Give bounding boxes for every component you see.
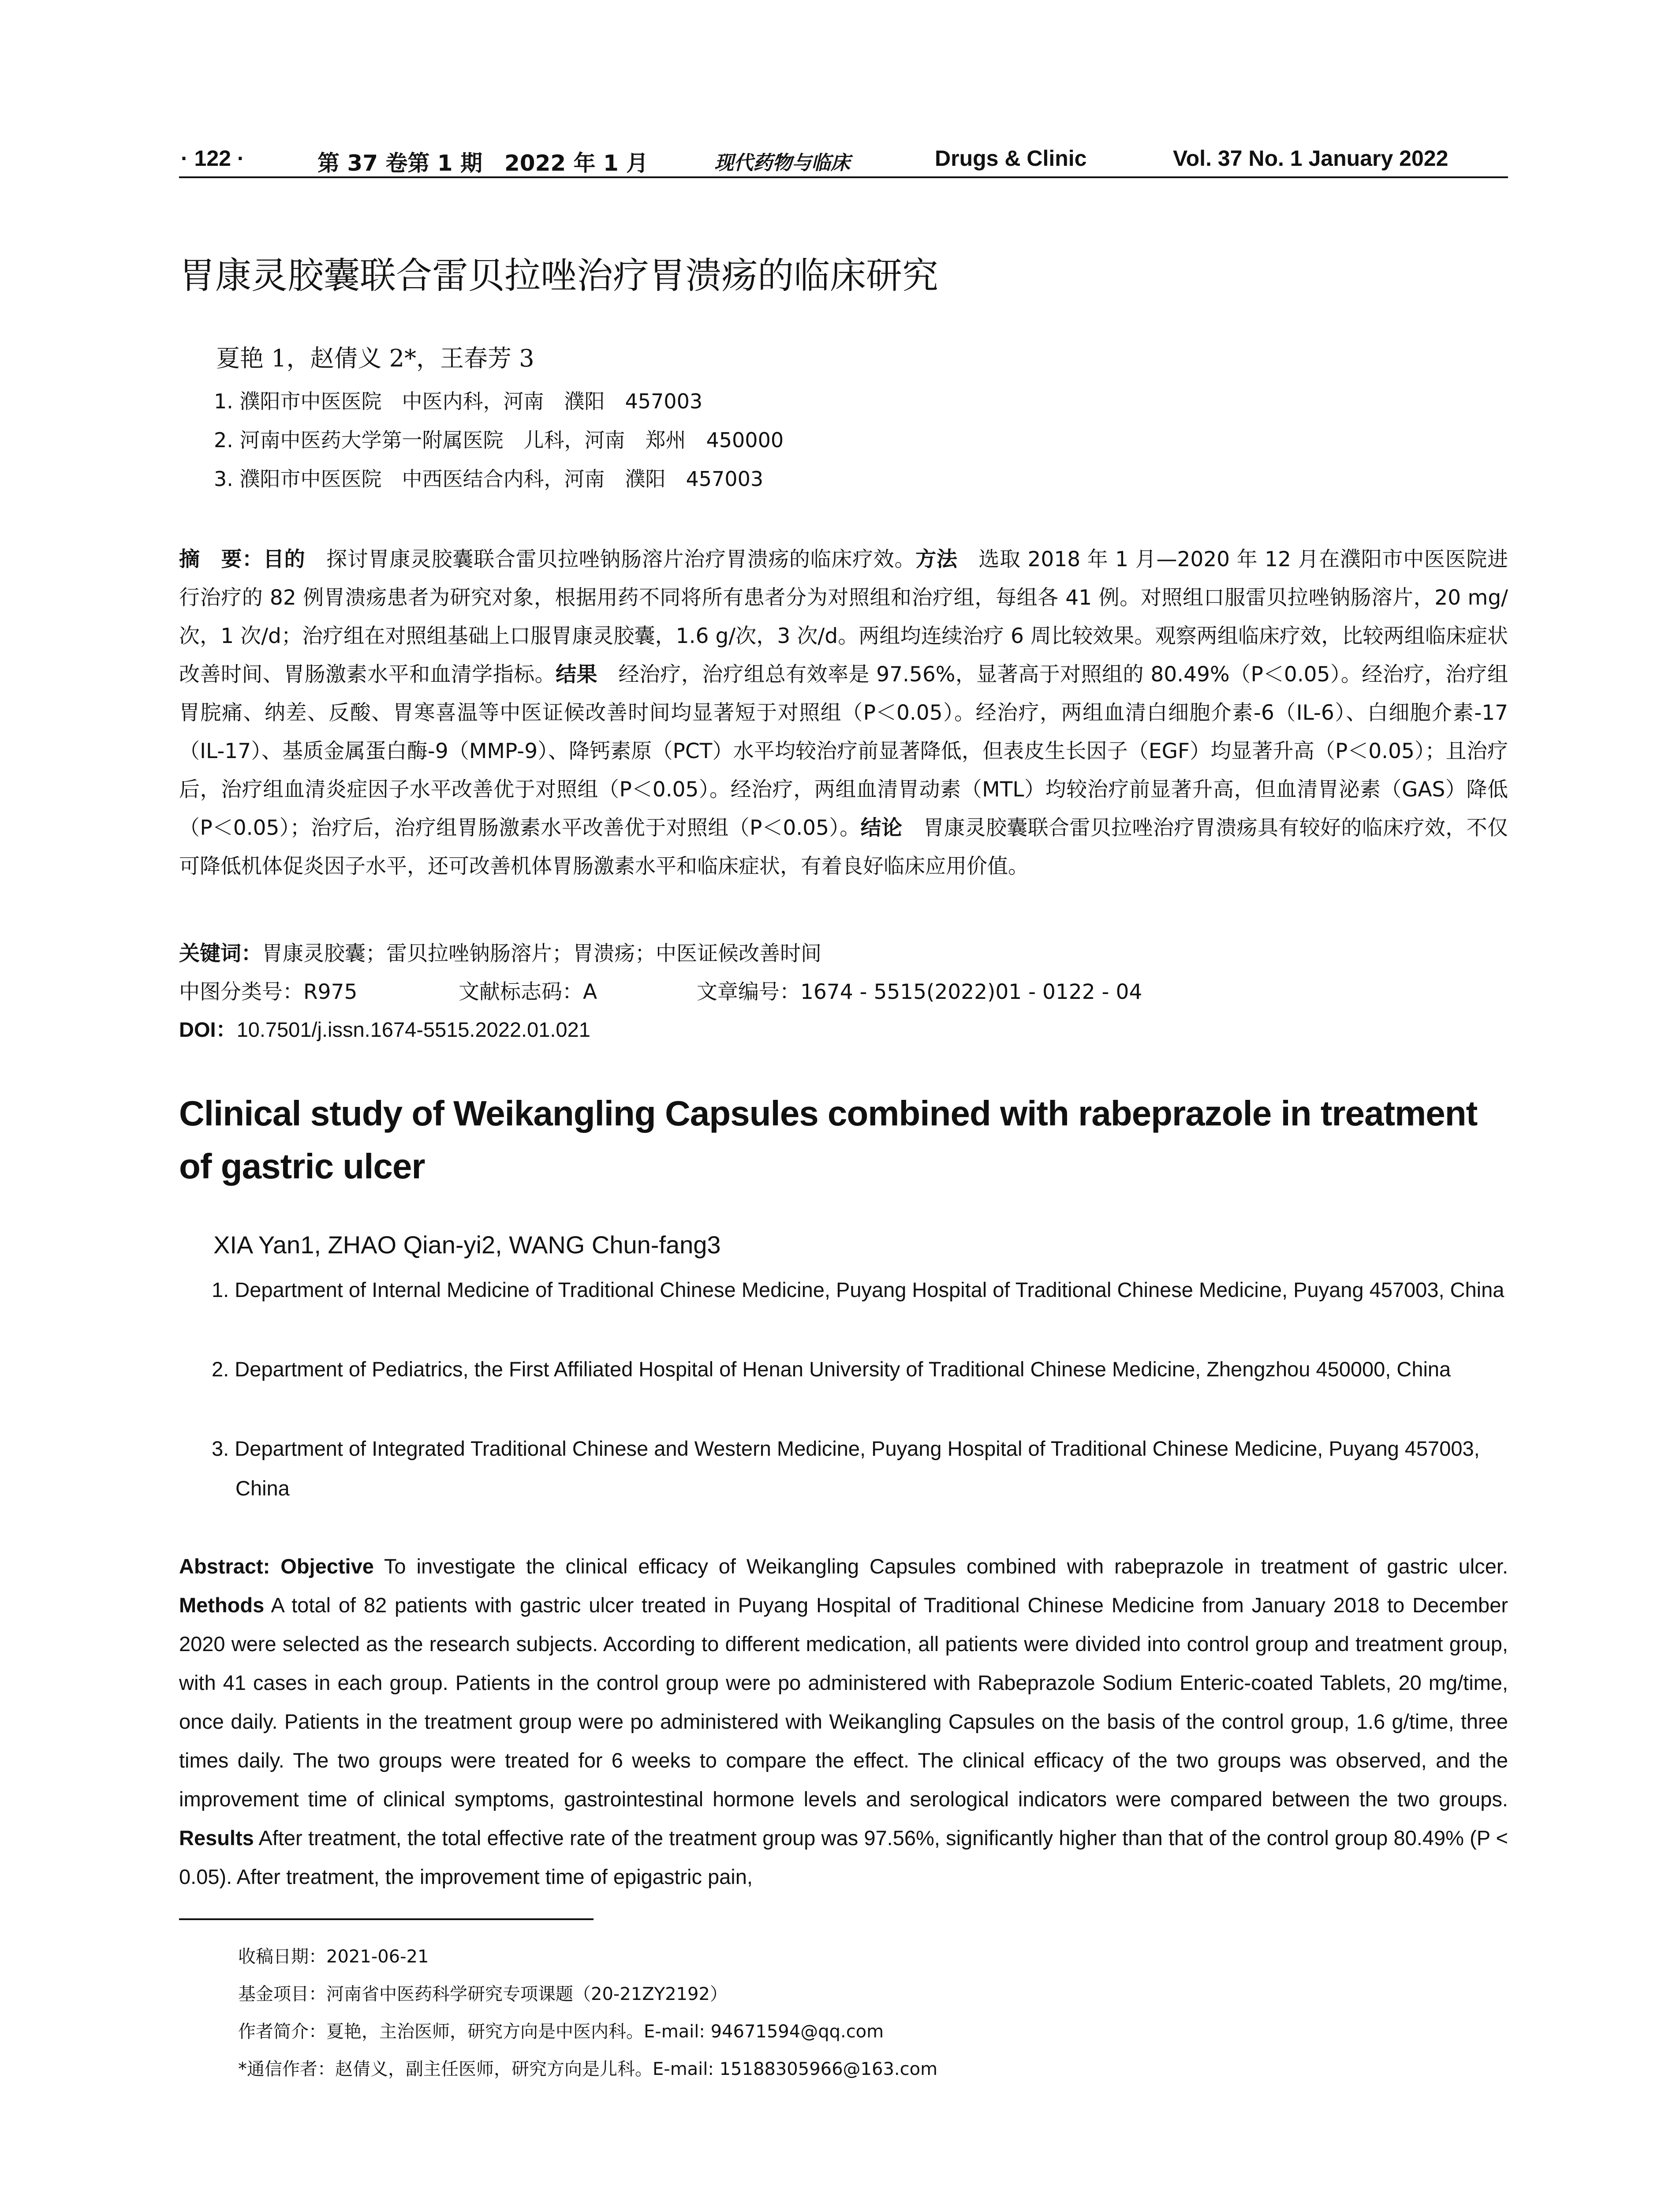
footnote-rule: [179, 1918, 594, 1920]
abstract-zh-objective-label: 目的: [263, 547, 306, 572]
footnote-funding: 基金项目：河南省中医药科学研究专项课题（20-21ZY2192）: [238, 1984, 728, 2004]
abstract-en-objective-label: Objective: [280, 1555, 374, 1578]
abstract-zh-conclusion-label: 结论: [860, 816, 903, 840]
header-journal-en: Drugs & Clinic: [935, 146, 1087, 171]
abstract-zh-results-label: 结果: [556, 662, 598, 687]
abstract-zh-methods: 选取 2018 年 1 月—2020 年 12 月在濮阳市中医医院进行治疗的 82 例胃溃疡患者为研究对象，根据用药不同将所有患者分为对照组和治疗组，每组各 41 例。对照组口服雷贝拉唑钠肠溶片，20 mg/次，1 次/d；治疗组在对照组基础上口服胃康灵胶囊，1.6 g/次，3 次/d。两组均连续治疗 6 周比较效果。观察两组临床疗效，比较两组临床症状改善时间、胃肠激素水平和血清学指标。: [179, 547, 1508, 687]
header-page-number: · 122 ·: [181, 146, 245, 171]
abstract-en: [179, 1547, 1508, 1896]
article-title-zh: 胃康灵胶囊联合雷贝拉唑治疗胃溃疡的临床研究: [179, 255, 939, 297]
abstract-en-methods: A total of 82 patients with gastric ulcer treated in Puyang Hospital of Traditional Chinese Medicine from January 2018 to December 2020 were selected as the research subjects. According to different medication, all patients were divided into control group and treatment group, with 41 cases in each group. Patients in the control group were po administered with Rabeprazole Sodium Enteric-coated Tablets, 20 mg/time, once daily. Patients in the treatment group were po administered with Weikangling Capsules on the basis of the control group, 1.6 g/time, three times daily. The two groups were treated for 6 weeks to compare the effect. The clinical efficacy of the two groups was observed, and the improvement time of clinical symptoms, gastrointestinal hormone levels and serological indicators were compared between the two groups.: [179, 1593, 1508, 1811]
affiliation-zh-1: 1. 濮阳市中医医院 中医内科，河南 濮阳 457003: [214, 389, 703, 413]
keywords-zh: [179, 937, 821, 967]
clc-number: 中图分类号：R975: [179, 980, 358, 1004]
abstract-zh-methods-label: 方法: [915, 547, 958, 572]
doi-value: 10.7501/j.issn.1674-5515.2022.01.021: [236, 1018, 590, 1041]
abstract-en-methods-label: Methods: [179, 1593, 265, 1617]
doi-label: DOI：: [179, 1018, 237, 1041]
abstract-en-label: Abstract:: [179, 1555, 270, 1578]
header-journal-zh: 现代药物与临床: [714, 152, 850, 174]
header-rule: [179, 176, 1508, 178]
footnote-received: 收稿日期：2021-06-21: [238, 1947, 429, 1967]
abstract-en-objective: To investigate the clinical efficacy of Weikangling Capsules combined with rabeprazole in treatment of gastric ulcer.: [373, 1555, 1508, 1578]
abstract-zh-results: 经治疗，治疗组总有效率是 97.56%，显著高于对照组的 80.49%（P＜0.05）。经治疗，治疗组胃脘痛、纳差、反酸、胃寒喜温等中医证候改善时间均显著短于对照组（P＜0.05）。经治疗，两组血清白细胞介素-6（IL-6）、白细胞介素-17（IL-17）、基质金属蛋白酶-9（MMP-9）、降钙素原（PCT）水平均较治疗前显著降低，但表皮生长因子（EGF）均显著升高（P＜0.05）；且治疗后，治疗组血清炎症因子水平改善优于对照组（P＜0.05）。经治疗，两组血清胃动素（MTL）均较治疗前显著升高，但血清胃泌素（GAS）降低（P＜0.05）；治疗后，治疗组胃肠激素水平改善优于对照组（P＜0.05）。: [179, 662, 1508, 840]
affiliation-zh-2: 2. 河南中医药大学第一附属医院 儿科，河南 郑州 450000: [214, 428, 784, 452]
article-number: 文章编号：1674 - 5515(2022)01 - 0122 - 04: [697, 980, 1142, 1004]
abstract-en-results: After treatment, the total effective rate of the treatment group was 97.56%, significantly higher than that of the control group 80.49% (P < 0.05). After treatment, the improvement time of epigastric pain,: [179, 1826, 1508, 1888]
abstract-en-results-label: Results: [179, 1826, 254, 1850]
affiliation-en-2: 2. Department of Pediatrics, the First Affiliated Hospital of Henan University of Traditional Chinese Medicine, Zhengzhou 450000, China: [212, 1357, 1451, 1381]
affiliation-zh-3: 3. 濮阳市中医医院 中西医结合内科，河南 濮阳 457003: [214, 467, 764, 491]
footnote-corresponding-author: *通信作者：赵倩义，副主任医师，研究方向是儿科。E-mail: 15188305966@163.com: [238, 2059, 938, 2079]
doi: [179, 1013, 590, 1043]
article-title-en: Clinical study of Weikangling Capsules combined with rabeprazole in treatment of gastric ulcer: [179, 1094, 1478, 1186]
abstract-zh-conclusion: 胃康灵胶囊联合雷贝拉唑治疗胃溃疡具有较好的临床疗效，不仅可降低机体促炎因子水平，还可改善机体胃肠激素水平和临床症状，有着良好临床应用价值。: [179, 816, 1508, 878]
affiliation-en-3: 3. Department of Integrated Traditional Chinese and Western Medicine, Puyang Hospital of Traditional Chinese Medicine, Puyang 457003, China: [212, 1437, 1480, 1500]
abstract-zh-objective: 探讨胃康灵胶囊联合雷贝拉唑钠肠溶片治疗胃溃疡的临床疗效。: [305, 547, 916, 572]
authors-en: XIA Yan1, ZHAO Qian-yi2, WANG Chun-fang3: [213, 1231, 721, 1259]
affiliation-en-1: 1. Department of Internal Medicine of Traditional Chinese Medicine, Puyang Hospital of Traditional Chinese Medicine, Puyang 457003, China: [212, 1278, 1505, 1301]
keywords-zh-text: 胃康灵胶囊；雷贝拉唑钠肠溶片；胃溃疡；中医证候改善时间: [262, 942, 821, 966]
footnote-author-bio: 作者简介：夏艳，主治医师，研究方向是中医内科。E-mail: 94671594@qq.com: [238, 2022, 884, 2042]
header-issue-zh: 第 37 卷第 1 期 2022 年 1 月: [317, 150, 649, 176]
document-code: 文献标志码：A: [459, 980, 597, 1004]
header-issue-en: Vol. 37 No. 1 January 2022: [1173, 146, 1449, 171]
abstract-zh: [179, 540, 1508, 886]
authors-zh: 夏艳 1，赵倩义 2*，王春芳 3: [216, 344, 534, 372]
abstract-zh-label: 摘 要：: [179, 547, 263, 572]
keywords-zh-label: 关键词：: [179, 942, 262, 966]
